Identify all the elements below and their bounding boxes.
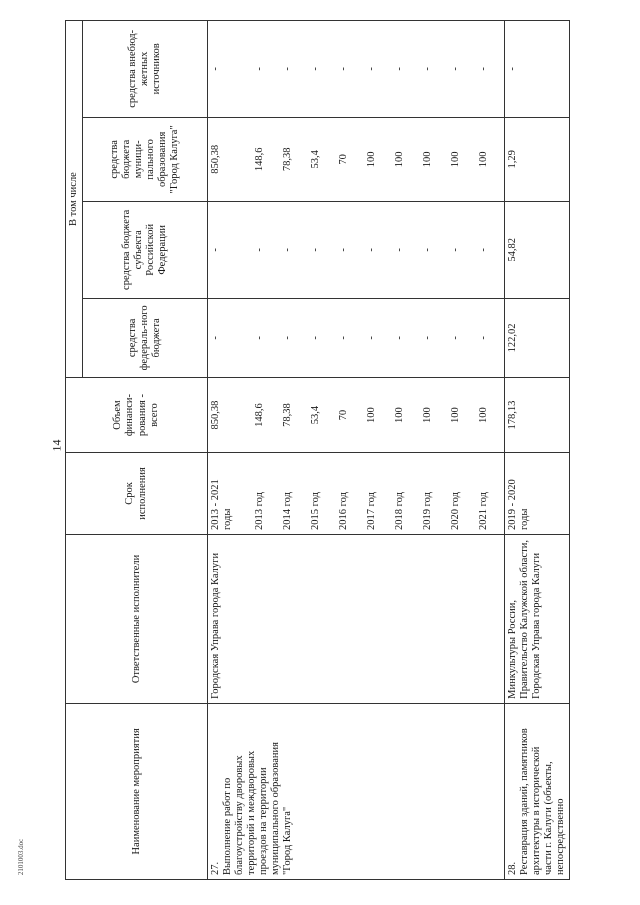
header-including: В том числе — [66, 21, 83, 378]
cell-term: 2019 год — [420, 452, 448, 534]
header-row-1 — [66, 21, 83, 880]
cell-municipal: 53,4 — [308, 117, 336, 201]
cell-offbudget: - — [208, 21, 253, 118]
header-municipal: средства бюджета муници-пального образования "Город Калуга" — [83, 117, 208, 201]
cell-volume: 100 — [364, 378, 392, 453]
cell-volume: 78,38 — [280, 378, 308, 453]
item-name: Реставрация зданий, памятников архитектуры в исторической части г. Калуги (объекты, непосредственно — [519, 728, 567, 875]
cell-municipal: 850,38 — [208, 117, 253, 201]
cell-federal: - — [208, 298, 253, 378]
cell-volume: 53,4 — [308, 378, 336, 453]
header-executors: Ответственные исполнители — [66, 534, 208, 703]
cell-term: 2021 год — [476, 452, 505, 534]
cell-term: 2018 год — [392, 452, 420, 534]
cell-regional: - — [336, 202, 364, 299]
cell-federal: - — [448, 298, 476, 378]
cell-offbudget: - — [280, 21, 308, 118]
cell-federal: 122,02 — [505, 298, 570, 378]
cell-term: 2014 год — [280, 452, 308, 534]
item-name-cell — [208, 703, 505, 879]
header-regional: средства бюджета субъекта Российской Федерации — [83, 202, 208, 299]
cell-municipal: 100 — [476, 117, 505, 201]
cell-federal: - — [476, 298, 505, 378]
funding-table — [65, 20, 570, 880]
cell-volume: 100 — [476, 378, 505, 453]
document-filename: 2101003.doc — [17, 838, 26, 876]
cell-regional: - — [252, 202, 280, 299]
table-row — [208, 21, 253, 880]
table-body — [208, 21, 570, 880]
rotated-page — [65, 10, 630, 880]
cell-term: 2013 - 2021 годы — [208, 452, 253, 534]
cell-volume: 850,38 — [208, 378, 253, 453]
item-name: Выполнение работ по благоустройству дворовых территорий и междворовых проездов на территории муниципального образования "Город Калуга" — [222, 742, 294, 875]
header-volume: Объем финанси-рования - всего — [66, 378, 208, 453]
item-executors: Минкультуры России, Правительство Калужской области, Городская Управа города Калуги — [505, 534, 570, 703]
cell-volume: 148,6 — [252, 378, 280, 453]
cell-offbudget: - — [392, 21, 420, 118]
cell-federal: - — [336, 298, 364, 378]
cell-offbudget: - — [252, 21, 280, 118]
cell-volume: 100 — [448, 378, 476, 453]
cell-municipal: 100 — [420, 117, 448, 201]
item-name-cell — [505, 703, 570, 879]
cell-volume: 100 — [392, 378, 420, 453]
cell-municipal: 100 — [364, 117, 392, 201]
cell-offbudget: - — [476, 21, 505, 118]
cell-term: 2019 - 2020 годы — [505, 452, 570, 534]
cell-federal: - — [364, 298, 392, 378]
cell-municipal: 148,6 — [252, 117, 280, 201]
item-number: 28. — [507, 861, 519, 875]
cell-regional: - — [420, 202, 448, 299]
cell-regional: - — [448, 202, 476, 299]
header-offbudget: средства внебюд-жетных источников — [83, 21, 208, 118]
cell-federal: - — [420, 298, 448, 378]
cell-regional: - — [308, 202, 336, 299]
cell-municipal: 100 — [448, 117, 476, 201]
cell-volume: 70 — [336, 378, 364, 453]
cell-regional: 54,82 — [505, 202, 570, 299]
cell-offbudget: - — [336, 21, 364, 118]
cell-federal: - — [392, 298, 420, 378]
cell-term: 2013 год — [252, 452, 280, 534]
cell-volume: 100 — [420, 378, 448, 453]
header-name: Наименование мероприятия — [66, 703, 208, 879]
page-number: 14 — [49, 439, 64, 452]
cell-term: 2017 год — [364, 452, 392, 534]
cell-regional: - — [476, 202, 505, 299]
cell-volume: 178,13 — [505, 378, 570, 453]
cell-municipal: 70 — [336, 117, 364, 201]
cell-offbudget: - — [448, 21, 476, 118]
cell-regional: - — [208, 202, 253, 299]
cell-municipal: 100 — [392, 117, 420, 201]
item-number: 27. — [210, 861, 222, 875]
cell-offbudget: - — [505, 21, 570, 118]
cell-regional: - — [392, 202, 420, 299]
cell-federal: - — [308, 298, 336, 378]
header-federal: средства федераль-ного бюджета — [83, 298, 208, 378]
cell-regional: - — [364, 202, 392, 299]
cell-term: 2020 год — [448, 452, 476, 534]
cell-federal: - — [252, 298, 280, 378]
item-executors: Городская Управа города Калуги — [208, 534, 505, 703]
cell-federal: - — [280, 298, 308, 378]
cell-offbudget: - — [308, 21, 336, 118]
cell-offbudget: - — [364, 21, 392, 118]
cell-municipal: 1,29 — [505, 117, 570, 201]
cell-term: 2015 год — [308, 452, 336, 534]
cell-municipal: 78,38 — [280, 117, 308, 201]
table-row — [505, 21, 570, 880]
header-term: Срок исполнения — [66, 452, 208, 534]
cell-term: 2016 год — [336, 452, 364, 534]
cell-regional: - — [280, 202, 308, 299]
cell-offbudget: - — [420, 21, 448, 118]
